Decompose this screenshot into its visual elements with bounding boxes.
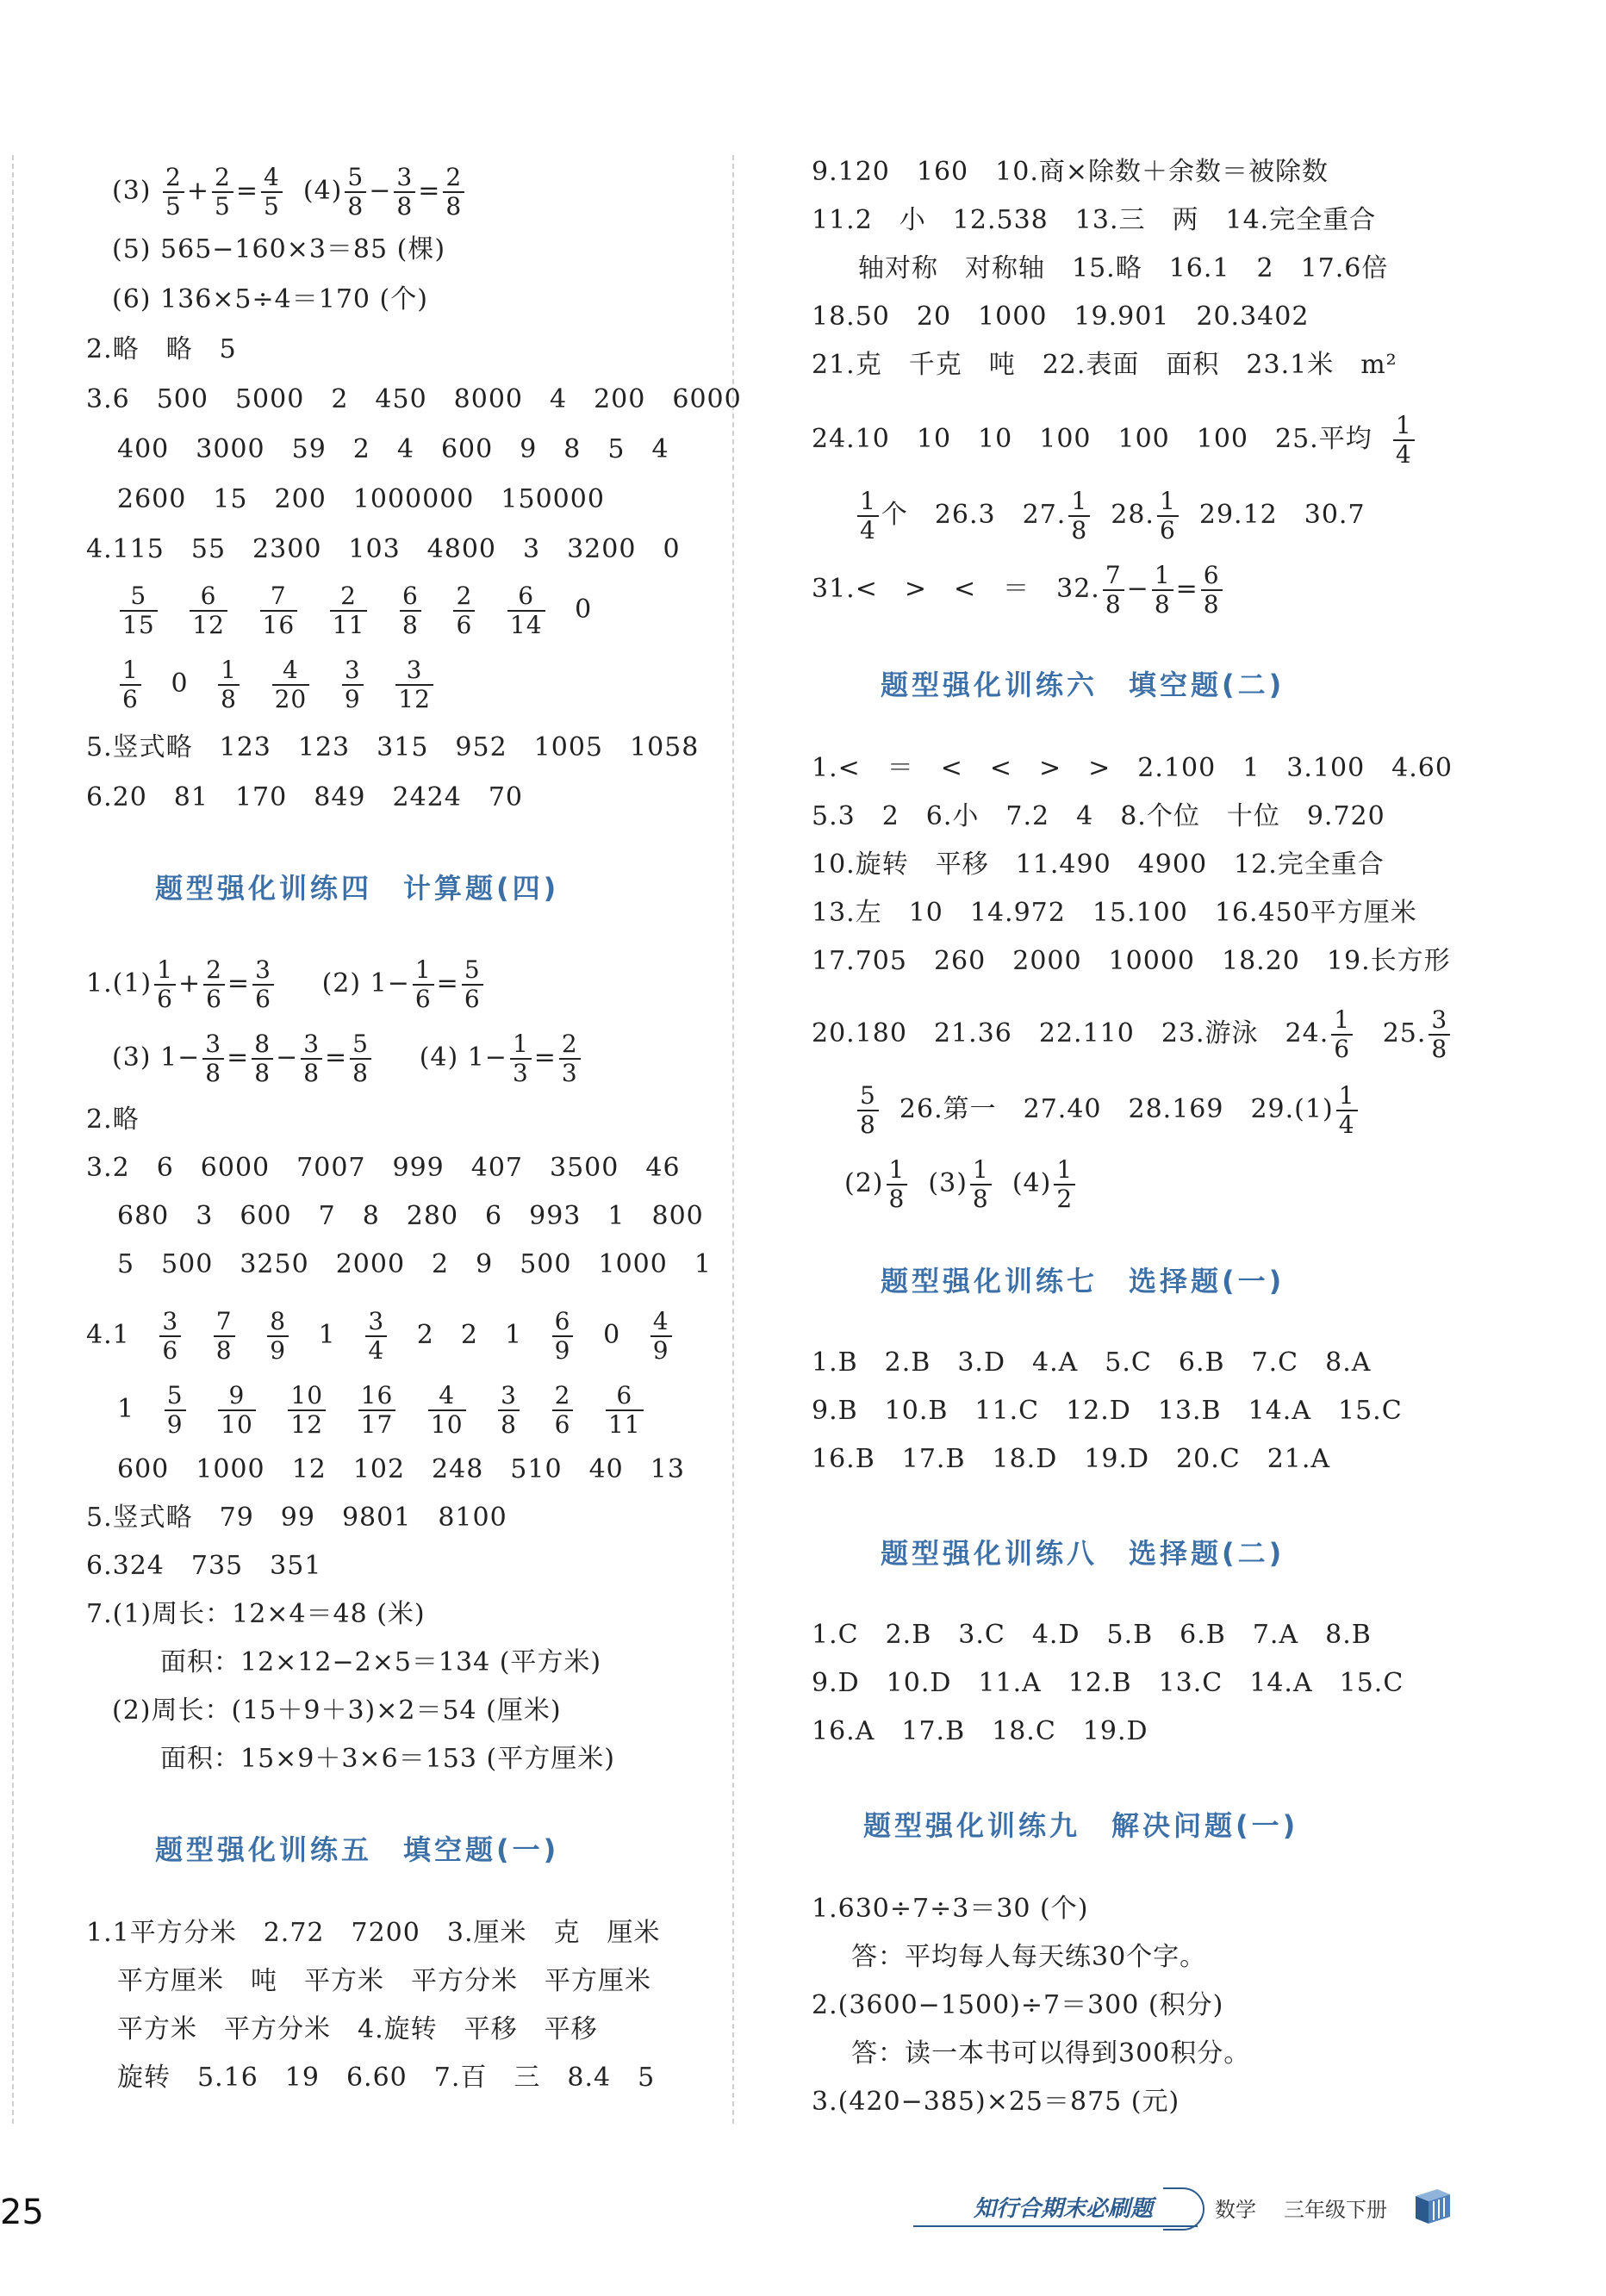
answer-line: 答：平均每人每天练30个字。 <box>851 1942 1207 1972</box>
answer-line: 13.左 10 14.972 15.100 16.450平方厘米 <box>812 898 1417 928</box>
fraction: $\frac{5}{8}$ <box>345 164 366 221</box>
fraction: $\frac{3}{6}$ <box>159 1308 181 1365</box>
fraction: $\frac{5}{6}$ <box>462 956 483 1013</box>
fraction: $\frac{5}{9}$ <box>165 1382 186 1439</box>
fraction: $\frac{3}{8}$ <box>394 164 415 221</box>
section-heading: 题型强化训练四 计算题(四) <box>155 872 560 905</box>
footer-line <box>913 2225 1198 2227</box>
answer-line: 3.6 500 5000 2 450 8000 4 200 6000 <box>86 384 742 414</box>
answer-line: 2.略 <box>86 1104 140 1135</box>
fraction: $\frac{3}{8}$ <box>301 1030 322 1087</box>
answer-line: (6) 136×5÷4＝170 (个) <box>112 284 428 314</box>
answer-line: 1.B 2.B 3.D 4.A 5.C 6.B 7.C 8.A <box>812 1347 1372 1378</box>
fraction: $\frac{1}{8}$ <box>887 1156 908 1213</box>
fraction: $\frac{7}{8}$ <box>214 1308 235 1365</box>
section-heading: 题型强化训练五 填空题(一) <box>155 1833 560 1866</box>
fraction: $\frac{1}{8}$ <box>970 1156 992 1213</box>
fraction: $\frac{2}{5}$ <box>212 164 233 221</box>
answer-line: (3) 1− $\frac{3}{8}$ = $\frac{8}{8}$ − $\frac{3}{8}$ = $\frac{5}{8}$ (4) 1− $\frac{1}{3}$ = $\frac{2}{3}$ <box>112 1030 583 1087</box>
fraction: $\frac{9}{10}$ <box>218 1382 256 1439</box>
fraction: $\frac{6}{9}$ <box>552 1308 574 1365</box>
answer-line: (2) $\frac{1}{8}$ (3) $\frac{1}{8}$ (4) $\frac{1}{2}$ <box>844 1156 1078 1213</box>
fraction: $\frac{1}{3}$ <box>510 1030 532 1087</box>
fraction: $\frac{4}{5}$ <box>261 164 283 221</box>
answer-line: 旋转 5.16 19 6.60 7.百 三 8.4 5 <box>117 2063 656 2093</box>
fraction: $\frac{1}{6}$ <box>413 956 434 1013</box>
fraction: $\frac{8}{8}$ <box>252 1030 273 1087</box>
answer-line: 9.D 10.D 11.A 12.B 13.C 14.A 15.C <box>812 1668 1404 1698</box>
fraction: $\frac{1}{6}$ <box>154 956 176 1013</box>
answer-line: 5 500 3250 2000 2 9 500 1000 1 <box>117 1249 712 1279</box>
fraction: $\frac{6}{8}$ <box>400 582 421 639</box>
answer-line: 面积：12×12−2×5＝134 (平方米) <box>160 1647 602 1677</box>
section-heading: 题型强化训练八 选择题(二) <box>881 1537 1285 1570</box>
fraction: $\frac{3}{6}$ <box>252 956 274 1013</box>
answer-line: 16.B 17.B 18.D 19.D 20.C 21.A <box>812 1444 1331 1474</box>
answer-line: 9.B 10.B 11.C 12.D 13.B 14.A 15.C <box>812 1396 1403 1426</box>
fraction: $\frac{6}{8}$ <box>1201 562 1223 619</box>
answer-line: 1.630÷7÷3＝30 (个) <box>812 1894 1089 1924</box>
fraction: $\frac{7}{16}$ <box>260 582 298 639</box>
section-heading: 题型强化训练九 解决问题(一) <box>863 1809 1299 1842</box>
answer-line: $\frac{5}{8}$ 26.第一 27.40 28.169 29.(1) $\frac{1}{4}$ <box>855 1082 1360 1139</box>
fraction: $\frac{10}{12}$ <box>288 1382 326 1439</box>
column-divider <box>732 155 734 2124</box>
answer-line: 6.20 81 170 849 2424 70 <box>86 782 524 812</box>
section-heading: 题型强化训练七 选择题(一) <box>881 1265 1285 1297</box>
fraction: $\frac{2}{6}$ <box>203 956 225 1013</box>
answer-line: (2)周长：(15＋9＋3)×2＝54 (厘米) <box>112 1696 562 1726</box>
answer-line: 2.(3600−1500)÷7＝300 (积分) <box>812 1990 1224 2020</box>
fraction: $\frac{3}{12}$ <box>395 656 433 713</box>
answer-line: 平方米 平方分米 4.旋转 平移 平移 <box>117 2014 598 2044</box>
fraction: $\frac{4}{10}$ <box>428 1382 466 1439</box>
answer-line: 6.324 735 351 <box>86 1551 322 1581</box>
fraction: $\frac{1}{6}$ <box>1331 1006 1353 1063</box>
answer-line: 轴对称 对称轴 15.略 16.1 2 17.6倍 <box>858 253 1389 283</box>
answer-line: 400 3000 59 2 4 600 9 8 5 4 <box>117 434 669 464</box>
fraction: $\frac{6}{11}$ <box>606 1382 644 1439</box>
fraction: $\frac{6}{12}$ <box>190 582 227 639</box>
fraction: $\frac{5}{15}$ <box>120 582 158 639</box>
answer-line: 3.2 6 6000 7007 999 407 3500 46 <box>86 1153 681 1183</box>
answer-line: 1.1平方分米 2.72 7200 3.厘米 克 厘米 <box>86 1918 661 1948</box>
fraction: $\frac{2}{8}$ <box>443 164 464 221</box>
answer-line: 平方厘米 吨 平方米 平方分米 平方厘米 <box>117 1966 651 1996</box>
answer-line: $\frac{1}{6}$ 0 $\frac{1}{8}$ $\frac{4}{20}$ $\frac{3}{9}$ $\frac{3}{12}$ <box>117 656 436 713</box>
fraction: $\frac{2}{6}$ <box>552 1382 574 1439</box>
answer-line: 1.< ＝ < < > > 2.100 1 3.100 4.60 <box>812 753 1453 783</box>
grade-label: 三年级下册 <box>1284 2198 1387 2222</box>
fraction: $\frac{2}{5}$ <box>163 164 184 221</box>
answer-line: 5.竖式略 79 99 9801 8100 <box>86 1503 507 1533</box>
answer-line: 7.(1)周长：12×4＝48 (米) <box>86 1599 426 1629</box>
fraction: $\frac{3}{8}$ <box>1429 1006 1450 1063</box>
answer-line: 4.1 $\frac{3}{6}$ $\frac{7}{8}$ $\frac{8}{9}$ 1 $\frac{3}{4}$ 2 2 1 $\frac{6}{9}$ 0 $\frac{4}{9}$ <box>86 1308 675 1365</box>
answer-line: 答：读一本书可以得到300积分。 <box>851 2038 1251 2069</box>
fraction: $\frac{5}{8}$ <box>857 1082 879 1139</box>
answer-line: 11.2 小 12.538 13.三 两 14.完全重合 <box>812 205 1377 235</box>
answer-line: (3) $\frac{2}{5}$ + $\frac{2}{5}$ = $\frac{4}{5}$ (4) $\frac{5}{8}$ − $\frac{3}{8}$ = $\frac{2}{8}$ <box>112 164 467 221</box>
answer-line: 18.50 20 1000 19.901 20.3402 <box>812 302 1310 332</box>
fraction: $\frac{16}{17}$ <box>358 1382 396 1439</box>
answer-line: 600 1000 12 102 248 510 40 13 <box>117 1454 685 1484</box>
answer-line: 21.克 千克 吨 22.表面 面积 23.1米 m² <box>812 350 1397 380</box>
answer-line: 9.120 160 10.商×除数＋余数＝被除数 <box>812 157 1329 187</box>
answer-line: 20.180 21.36 22.110 23.游泳 24. $\frac{1}{6}$ 25. $\frac{3}{8}$ <box>812 1006 1453 1063</box>
fraction: $\frac{3}{4}$ <box>365 1308 387 1365</box>
answer-line: 2.略 略 5 <box>86 334 237 364</box>
answer-line: 1.(1) $\frac{1}{6}$ + $\frac{2}{6}$ = $\frac{3}{6}$ (2) 1− $\frac{1}{6}$ = $\frac{5}{6}$ <box>86 956 486 1013</box>
answer-line: $\frac{1}{4}$ 个 26.3 27. $\frac{1}{8}$ 28. $\frac{1}{6}$ 29.12 30.7 <box>855 488 1366 544</box>
footer <box>913 2184 1465 2236</box>
fraction: $\frac{3}{8}$ <box>498 1382 520 1439</box>
answer-line: 1 $\frac{5}{9}$ $\frac{9}{10}$ $\frac{10}{12}$ $\frac{16}{17}$ $\frac{4}{10}$ $\frac{3}{8}$ $\frac{2}{6}$ $\frac{6}{11}$ <box>117 1382 646 1439</box>
page-number: 25 <box>0 2193 44 2232</box>
fraction: $\frac{3}{8}$ <box>202 1030 224 1087</box>
fraction: $\frac{1}{4}$ <box>1336 1082 1358 1139</box>
brand-title: 知行合期末必刷题 <box>974 2196 1154 2222</box>
answer-line: 16.A 17.B 18.C 19.D <box>812 1716 1148 1746</box>
answer-line: $\frac{5}{15}$ $\frac{6}{12}$ $\frac{7}{16}$ $\frac{2}{11}$ $\frac{6}{8}$ $\frac{2}{6}$ $\frac{6}{14}$ 0 <box>117 582 592 639</box>
answer-line: 5.竖式略 123 123 315 952 1005 1058 <box>86 732 700 762</box>
answer-line: 面积：15×9＋3×6＝153 (平方厘米) <box>160 1744 615 1774</box>
answer-line: 10.旋转 平移 11.490 4900 12.完全重合 <box>812 849 1385 880</box>
answer-line: 2600 15 200 1000000 150000 <box>117 484 605 514</box>
answer-line: 24.10 10 10 100 100 100 25.平均 $\frac{1}{4}$ <box>812 412 1417 469</box>
left-margin-rule <box>12 155 14 2124</box>
fraction: $\frac{8}{9}$ <box>267 1308 289 1365</box>
fraction: $\frac{1}{8}$ <box>1068 488 1090 544</box>
fraction: $\frac{2}{11}$ <box>330 582 368 639</box>
fraction: $\frac{1}{8}$ <box>218 656 240 713</box>
answer-line: 5.3 2 6.小 7.2 4 8.个位 十位 9.720 <box>812 801 1385 831</box>
answer-line: (5) 565−160×3＝85 (棵) <box>112 234 446 264</box>
fraction: $\frac{1}{4}$ <box>1393 412 1415 469</box>
answer-line: 17.705 260 2000 10000 18.20 19.长方形 <box>812 946 1451 976</box>
fraction: $\frac{5}{8}$ <box>350 1030 371 1087</box>
answer-line: 31.< > < ＝ 32. $\frac{7}{8}$ − $\frac{1}{8}$ = $\frac{6}{8}$ <box>812 562 1225 619</box>
fraction: $\frac{6}{14}$ <box>507 582 545 639</box>
fraction: $\frac{3}{9}$ <box>342 656 364 713</box>
fraction: $\frac{2}{3}$ <box>559 1030 581 1087</box>
fraction: $\frac{4}{9}$ <box>650 1308 672 1365</box>
footer-arc <box>1163 2187 1204 2231</box>
fraction: $\frac{1}{6}$ <box>120 656 141 713</box>
fraction: $\frac{1}{4}$ <box>857 488 879 544</box>
book-icon <box>1411 2184 1454 2227</box>
fraction: $\frac{7}{8}$ <box>1103 562 1124 619</box>
fraction: $\frac{1}{6}$ <box>1157 488 1179 544</box>
answer-line: 4.115 55 2300 103 4800 3 3200 0 <box>86 534 681 564</box>
subject-label: 数学 <box>1215 2198 1256 2222</box>
fraction: $\frac{1}{2}$ <box>1054 1156 1075 1213</box>
fraction: $\frac{4}{20}$ <box>272 656 310 713</box>
section-heading: 题型强化训练六 填空题(二) <box>881 669 1285 701</box>
fraction: $\frac{1}{8}$ <box>1152 562 1173 619</box>
answer-line: 680 3 600 7 8 280 6 993 1 800 <box>117 1201 704 1231</box>
fraction: $\frac{2}{6}$ <box>453 582 475 639</box>
answer-line: 1.C 2.B 3.C 4.D 5.B 6.B 7.A 8.B <box>812 1620 1372 1650</box>
answer-line: 3.(420−385)×25＝875 (元) <box>812 2087 1180 2117</box>
